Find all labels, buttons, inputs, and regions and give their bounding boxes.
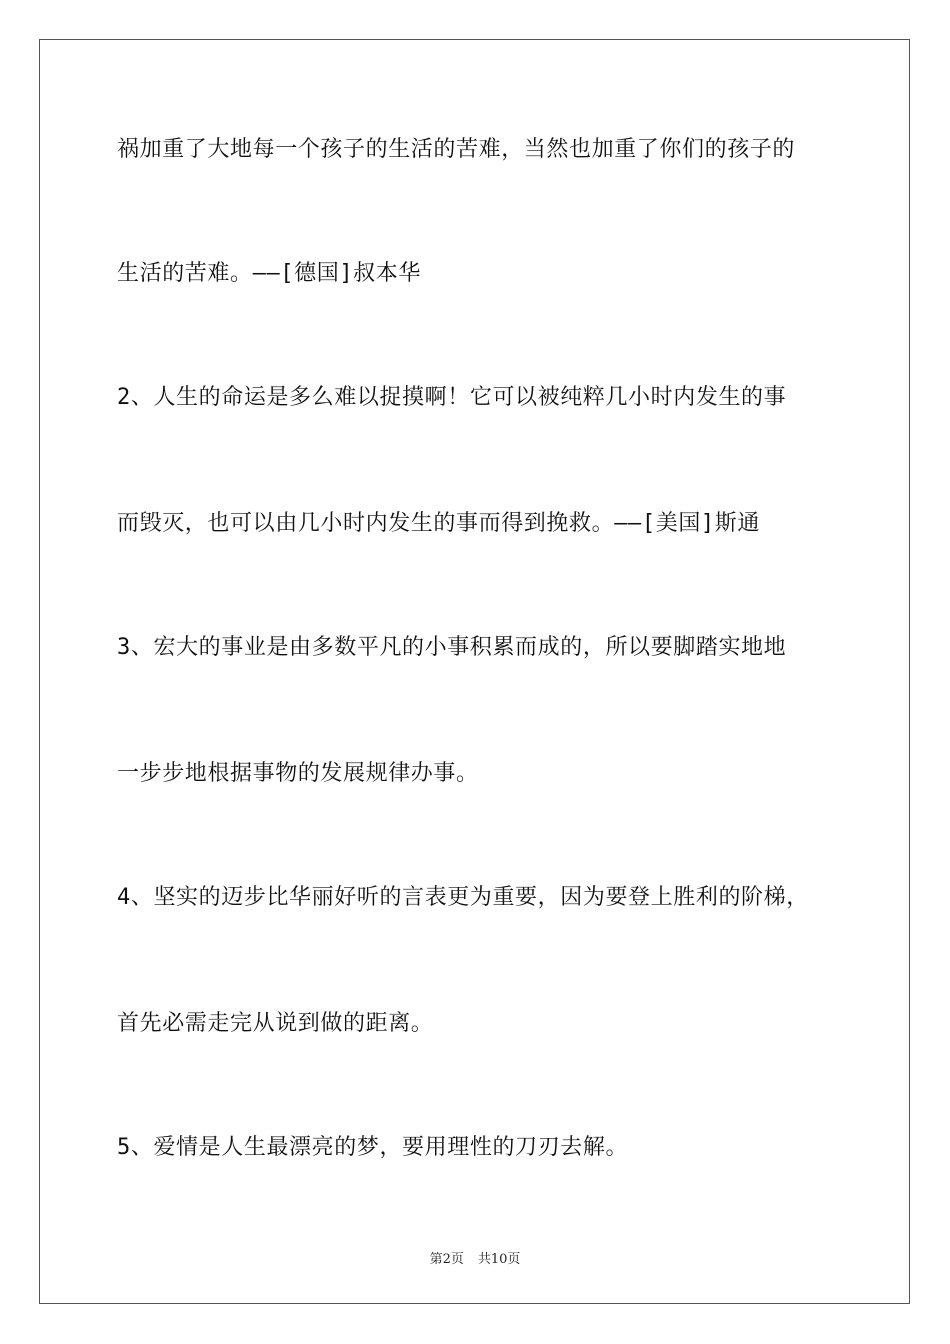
text-line-1: 祸加重了大地每一个孩子的生活的苦难，当然也加重了你们的孩子的	[117, 137, 796, 162]
text-line-8: 首先必需走完从说到做的距离。	[117, 1011, 434, 1036]
text-line-4: 而毁灭，也可以由几小时内发生的事而得到挽救。——[美国]斯通	[117, 511, 760, 536]
text-line-7: 4、坚实的迈步比华丽好听的言表更为重要，因为要登上胜利的阶梯，	[117, 885, 809, 910]
text-line-5: 3、宏大的事业是由多数平凡的小事积累而成的，所以要脚踏实地地	[117, 635, 787, 660]
text-line-6: 一步步地根据事物的发展规律办事。	[117, 761, 479, 786]
total-pages: 共10页	[477, 1252, 521, 1267]
page-border	[39, 39, 910, 1304]
page-number: 第2页	[429, 1252, 464, 1267]
text-line-3: 2、人生的命运是多么难以捉摸啊！它可以被纯粹几小时内发生的事	[117, 385, 787, 410]
text-line-9: 5、爱情是人生最漂亮的梦，要用理性的刀刃去解。	[117, 1135, 629, 1160]
page-footer	[0, 1248, 950, 1267]
text-line-2: 生活的苦难。——[德国]叔本华	[117, 261, 421, 286]
